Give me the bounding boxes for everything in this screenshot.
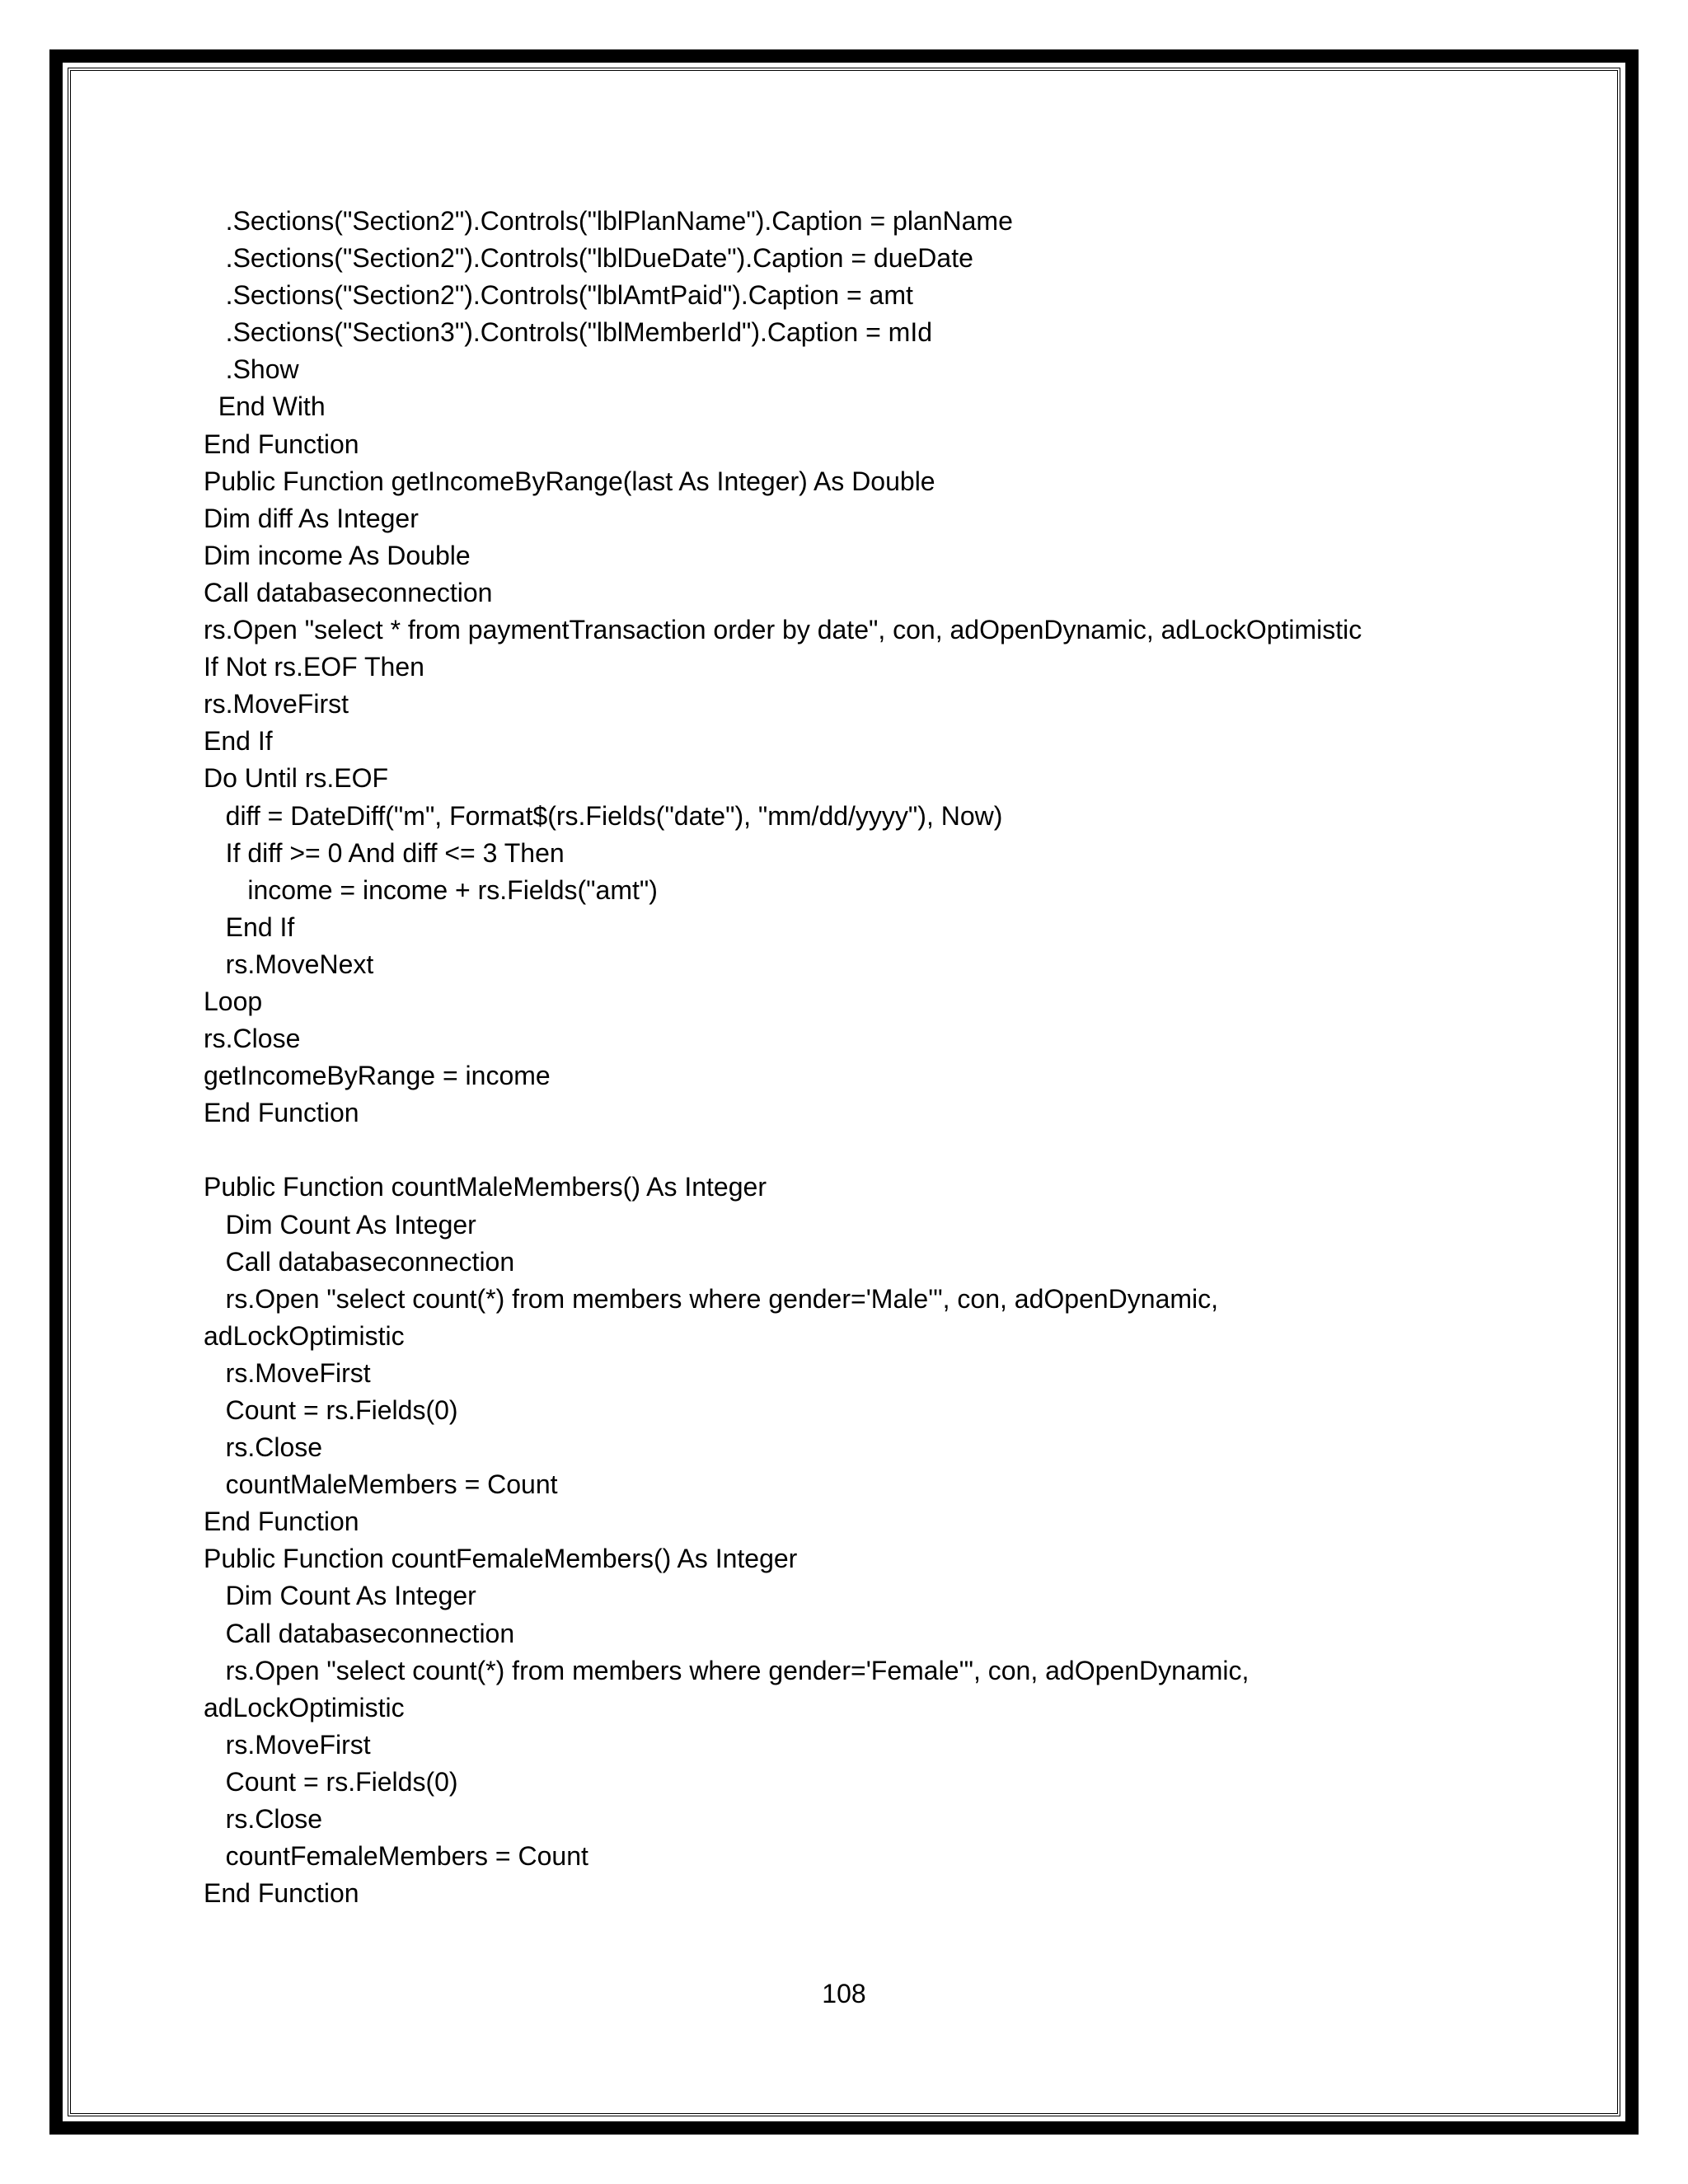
code-line: Loop [204,986,263,1016]
code-line: Public Function countMaleMembers() As Integer [204,1172,767,1202]
code-line: Call databaseconnection [204,1618,515,1648]
code-line: income = income + rs.Fields("amt") [204,874,658,905]
code-line: Dim income As Double [204,540,471,570]
code-line: diff = DateDiff("m", Format$(rs.Fields("date"), "mm/dd/yyyy"), Now) [204,800,1003,831]
code-line: End With [204,391,326,422]
code-line: Do Until rs.EOF [204,763,389,794]
code-line: rs.MoveFirst [204,689,349,719]
code-listing [204,203,1522,1912]
code-line: End Function [204,429,359,459]
code-line: adLockOptimistic [204,1692,405,1722]
code-line: getIncomeByRange = income [204,1061,551,1091]
code-line: rs.MoveFirst [204,1357,371,1388]
code-line: Call databaseconnection [204,1246,515,1277]
code-line: rs.MoveFirst [204,1729,371,1760]
code-line: .Sections("Section2").Controls("lblDueDate").Caption = dueDate [204,243,973,274]
code-line [204,1132,1522,1169]
code-line: If diff >= 0 And diff <= 3 Then [204,837,565,868]
code-line: Call databaseconnection [204,577,493,607]
code-line: End Function [204,1507,359,1537]
code-line: .Sections("Section2").Controls("lblPlanName").Caption = planName [204,206,1013,236]
code-line: .Sections("Section2").Controls("lblAmtPaid").Caption = amt [204,280,913,311]
code-line: rs.Open "select * from paymentTransaction order by date", con, adOpenDynamic, adLockOptimistic [204,615,1362,645]
code-line: End If [204,912,295,942]
code-line: Count = rs.Fields(0) [204,1766,458,1797]
code-line: Dim diff As Integer [204,503,419,533]
code-line: Public Function getIncomeByRange(last As Integer) As Double [204,466,935,496]
code-line: Count = rs.Fields(0) [204,1395,458,1425]
code-line: rs.Close [204,1804,323,1835]
code-line: rs.MoveNext [204,949,374,979]
code-line: Public Function countFemaleMembers() As Integer [204,1544,798,1574]
code-line: End If [204,726,273,757]
code-line: End Function [204,1098,359,1128]
code-line: If Not rs.EOF Then [204,652,424,682]
code-line: countMaleMembers = Count [204,1469,558,1500]
code-line: rs.Open "select count(*) from members where gender='Male'", con, adOpenDynamic, [204,1283,1219,1314]
code-line: .Show [204,354,299,385]
code-line: Dim Count As Integer [204,1581,476,1611]
code-line: rs.Close [204,1024,301,1054]
code-line: countFemaleMembers = Count [204,1841,588,1872]
code-line: rs.Open "select count(*) from members where gender='Female'", con, adOpenDynamic, [204,1655,1250,1685]
code-line: adLockOptimistic [204,1320,405,1351]
page-number: 108 [822,1979,866,2008]
code-line: .Sections("Section3").Controls("lblMemberId").Caption = mId [204,317,932,348]
code-line: rs.Close [204,1432,323,1463]
code-line: End Function [204,1878,359,1909]
code-line: Dim Count As Integer [204,1209,476,1240]
